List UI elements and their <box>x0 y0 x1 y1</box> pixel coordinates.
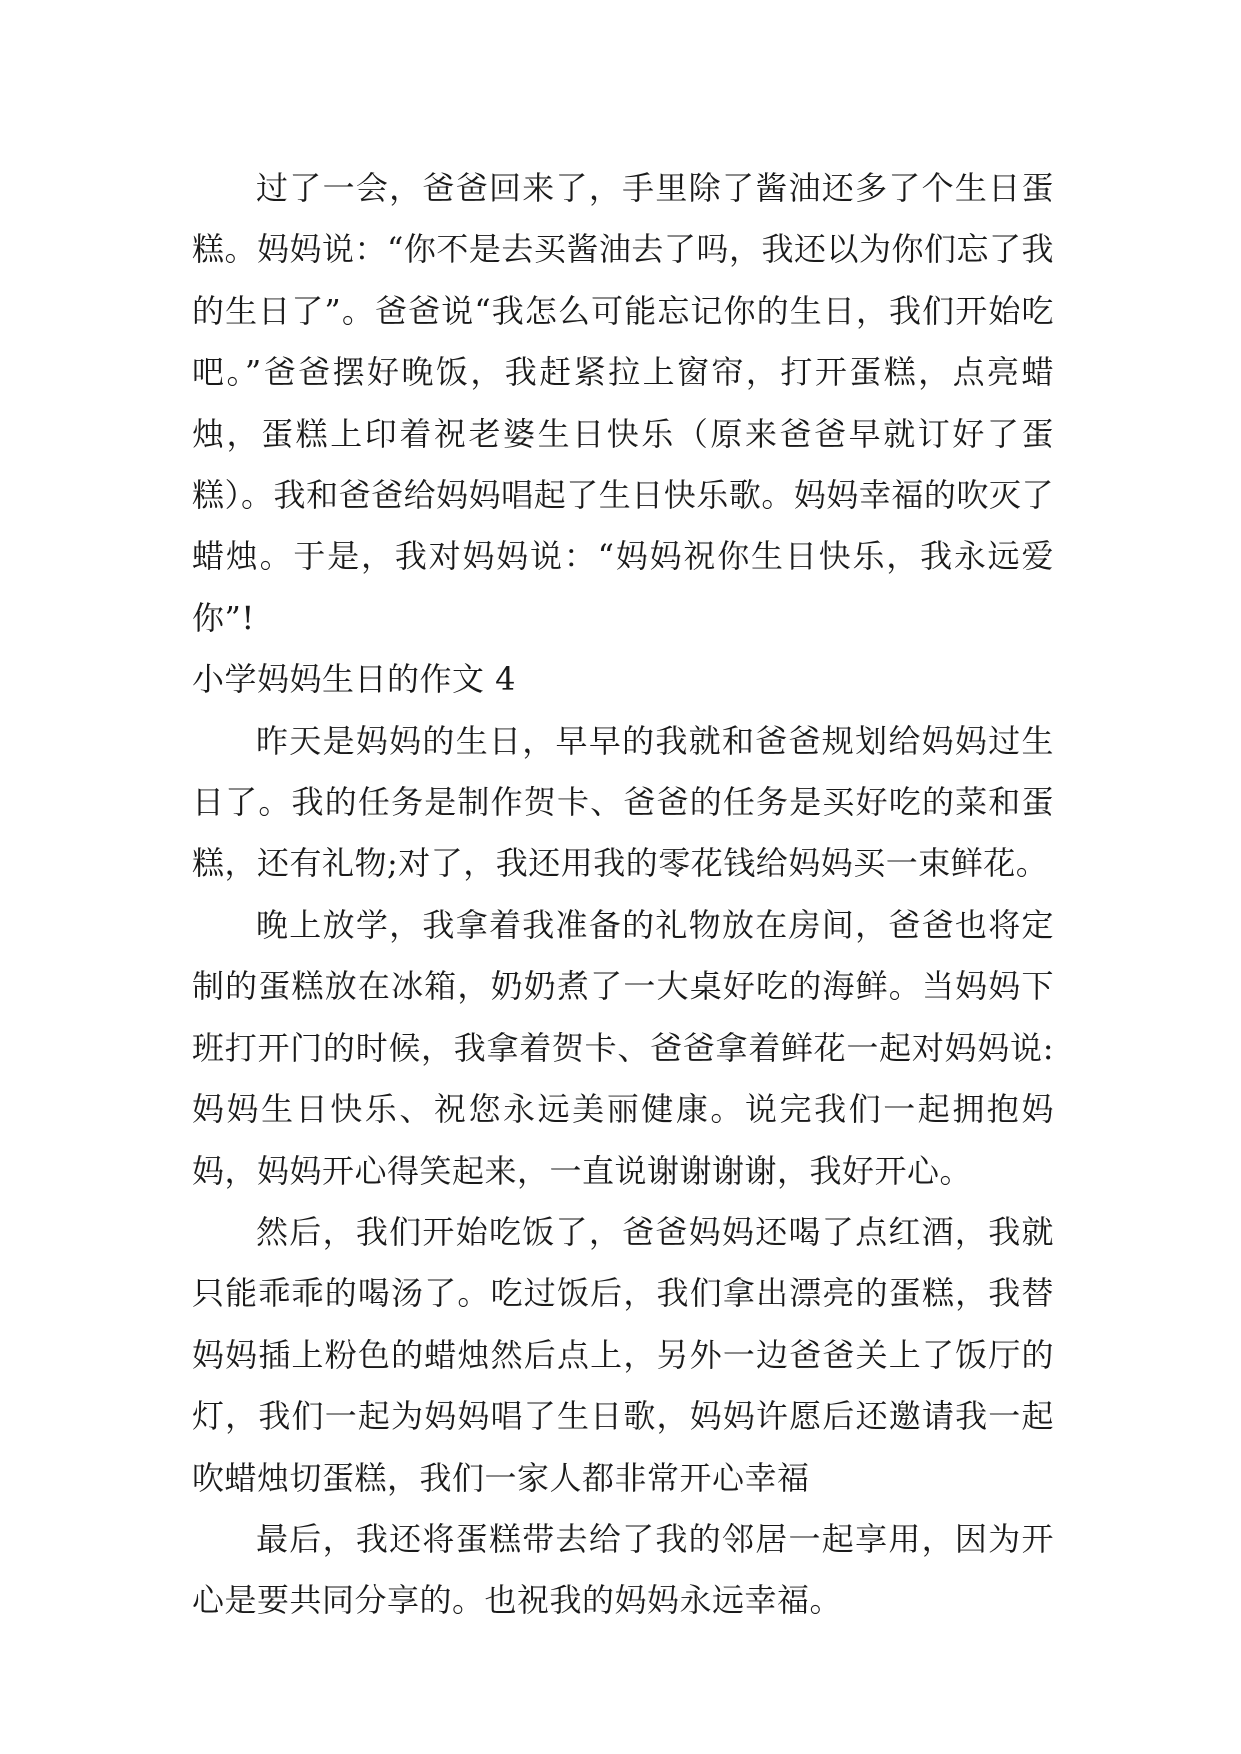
paragraph-evening: 晚上放学，我拿着我准备的礼物放在房间，爸爸也将定制的蛋糕放在冰箱，奶奶煮了一大桌好吃的海鲜。当妈妈下班打开门的时候，我拿着贺卡、爸爸拿着鲜花一起对妈妈说:妈妈生日快乐、祝您永远美丽健康。说完我们一起拥抱妈妈，妈妈开心得笑起来，一直说谢谢谢谢，我好开心。 <box>192 905 1054 1190</box>
essay-heading: 小学妈妈生日的作文 4 <box>192 660 517 699</box>
paragraph-ending: 最后，我还将蛋糕带去给了我的邻居一起享用，因为开心是要共同分享的。也祝我的妈妈永远幸福。 <box>192 1519 1054 1620</box>
paragraph-dad-returns: 过了一会，爸爸回来了，手里除了酱油还多了个生日蛋糕。妈妈说：“你不是去买酱油去了吗，我还以为你们忘了我的生日了”。爸爸说“我怎么可能忘记你的生日，我们开始吃吧。”爸爸摆好晚饭，我赶紧拉上窗帘，打开蛋糕，点亮蜡烛，蛋糕上印着祝老婆生日快乐（原来爸爸早就订好了蛋糕）。我和爸爸给妈妈唱起了生日快乐歌。妈妈幸福的吹灭了蜡烛。于是，我对妈妈说：“妈妈祝你生日快乐，我永远爱你”! <box>192 169 1054 637</box>
paragraph-planning: 昨天是妈妈的生日，早早的我就和爸爸规划给妈妈过生日了。我的任务是制作贺卡、爸爸的任务是买好吃的菜和蛋糕，还有礼物;对了，我还用我的零花钱给妈妈买一束鲜花。 <box>192 721 1054 883</box>
paragraph-dinner: 然后，我们开始吃饭了，爸爸妈妈还喝了点红酒，我就只能乖乖的喝汤了。吃过饭后，我们拿出漂亮的蛋糕，我替妈妈插上粉色的蜡烛然后点上，另外一边爸爸关上了饭厅的灯，我们一起为妈妈唱了生日歌，妈妈许愿后还邀请我一起吹蜡烛切蛋糕，我们一家人都非常开心幸福 <box>192 1212 1054 1497</box>
document-page <box>192 158 1054 1632</box>
